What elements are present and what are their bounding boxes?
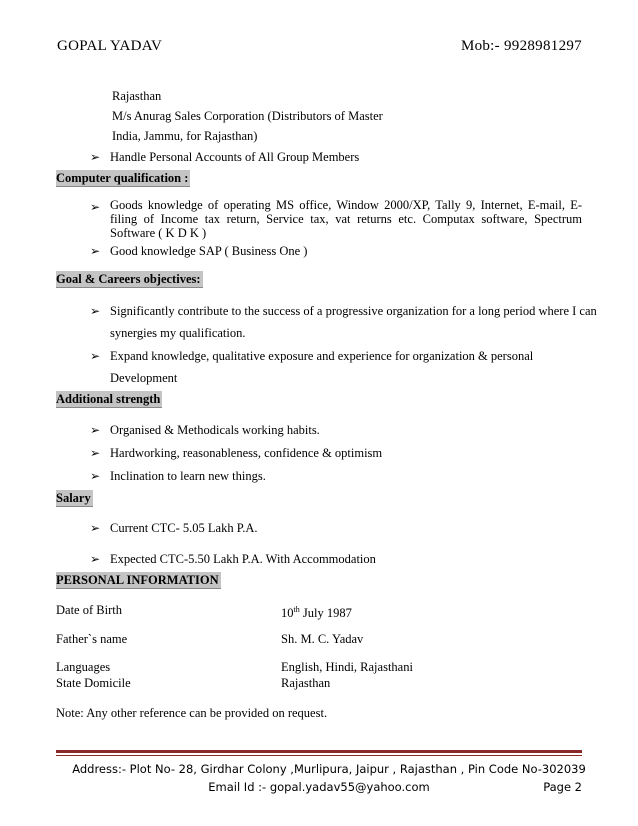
header-name: GOPAL YADAV — [57, 38, 163, 54]
list-item: ➢ Goods knowledge of operating MS office, Window 2000/XP, Tally 9, Internet, E-mail, E-filing of Income tax return, Service tax, vat returns etc. Computax software, Spectrum Software ( K D K ) — [90, 198, 582, 240]
arrow-bullet-icon: ➢ — [90, 552, 101, 566]
arrow-bullet-icon: ➢ — [90, 446, 101, 460]
domicile-value: Rajasthan — [281, 676, 331, 690]
exp-line-2: M/s Anurag Sales Corporation (Distributors of Master — [112, 109, 383, 123]
section-salary: Salary — [56, 491, 91, 505]
languages-value: English, Hindi, Rajasthani — [281, 660, 413, 674]
note: Note: Any other reference can be provided on request. — [56, 706, 328, 720]
footer-address: Address:- Plot No- 28, Girdhar Colony ,Murlipura, Jaipur , Rajasthan , Pin Code No-302039 — [72, 762, 586, 776]
exp-line-3: India, Jammu, for Rajasthan) — [112, 129, 258, 143]
arrow-bullet-icon: ➢ — [90, 200, 101, 214]
arrow-bullet-icon: ➢ — [90, 349, 101, 363]
section-personal-information: PERSONAL INFORMATION — [56, 573, 219, 587]
arrow-bullet-icon: ➢ — [90, 521, 101, 535]
arrow-bullet-icon: ➢ — [90, 469, 101, 483]
arrow-bullet-icon: ➢ — [90, 304, 101, 318]
goals-b1-cont: synergies my qualification. — [110, 326, 246, 340]
father-label: Father`s name — [56, 632, 128, 646]
arrow-bullet-icon: ➢ — [90, 150, 101, 164]
dob-label: Date of Birth — [56, 603, 122, 617]
footer-email: Email Id :- gopal.yadav55@yahoo.com — [208, 780, 430, 794]
section-computer-qualification: Computer qualification : — [56, 171, 189, 185]
languages-label: Languages — [56, 660, 111, 674]
section-goals: Goal & Careers objectives: — [56, 272, 201, 286]
header-mobile: Mob:- 9928981297 — [460, 38, 582, 54]
section-additional-strength: Additional strength — [56, 392, 161, 406]
domicile-label: State Domicile — [56, 676, 131, 690]
arrow-bullet-icon: ➢ — [90, 423, 101, 437]
footer-rule-thin — [56, 755, 582, 756]
arrow-bullet-icon: ➢ — [90, 244, 101, 258]
dob-value: 10th July 1987 — [281, 605, 352, 621]
footer-page-number: Page 2 — [543, 780, 582, 794]
exp-line-1: Rajasthan — [112, 89, 162, 103]
footer-rule-thick — [56, 750, 582, 753]
father-value: Sh. M. C. Yadav — [281, 632, 364, 646]
goals-b2-cont: Development — [110, 371, 178, 385]
